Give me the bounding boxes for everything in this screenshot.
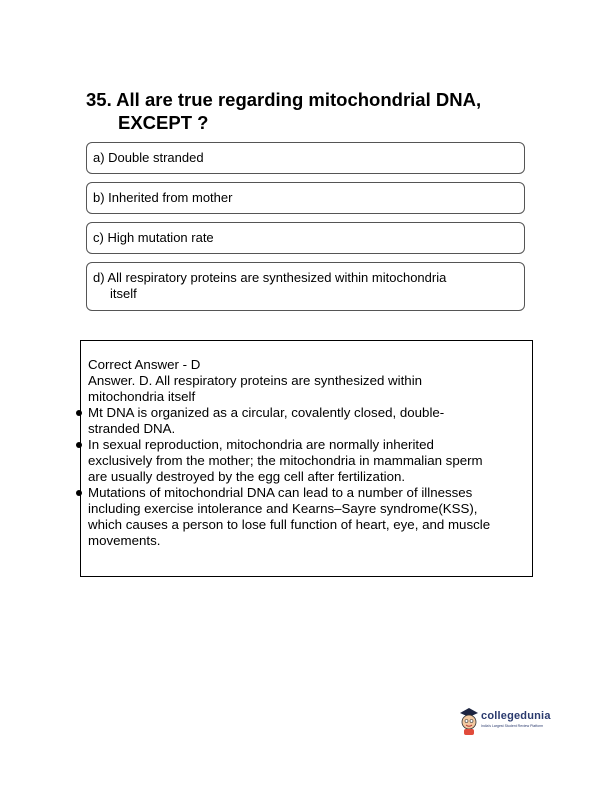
collegedunia-logo xyxy=(458,706,558,738)
option-d[interactable] xyxy=(86,262,525,311)
option-a[interactable] xyxy=(86,142,525,174)
bullet1-line2: stranded DNA. xyxy=(88,421,176,436)
bullet3-line2: including exercise intolerance and Kearns–Sayre syndrome(KSS), xyxy=(88,501,478,516)
bullet-icon xyxy=(76,490,82,496)
option-c-label: c) High mutation rate xyxy=(93,230,214,245)
logo-tagline: India's Largest Student Review Platform xyxy=(481,724,544,728)
bullet-item-3 xyxy=(88,485,526,549)
bullet-item-1 xyxy=(88,405,526,437)
question-title-line2: EXCEPT ? xyxy=(118,112,209,133)
correct-answer: Correct Answer - D xyxy=(88,357,201,372)
explanation-line2: mitochondria itself xyxy=(88,389,196,404)
option-d-label-line1: d) All respiratory proteins are synthesized within mitochondria xyxy=(93,270,447,285)
explanation-line1: Answer. D. All respiratory proteins are synthesized within xyxy=(88,373,423,388)
logo-wordmark: collegedunia xyxy=(481,710,551,722)
question-title-line1: 35. All are true regarding mitochondrial DNA, xyxy=(86,89,482,110)
bullet2-line2: exclusively from the mother; the mitochondria in mammalian sperm xyxy=(88,453,483,468)
mascot-icon xyxy=(458,706,480,736)
option-a-label: a) Double stranded xyxy=(93,150,204,165)
option-b[interactable] xyxy=(86,182,525,214)
question-title xyxy=(86,88,546,134)
bullet2-line1: In sexual reproduction, mitochondria are normally inherited xyxy=(88,437,434,452)
bullet-icon xyxy=(76,442,82,448)
option-d-label-line2: itself xyxy=(110,286,137,301)
bullet-icon xyxy=(76,410,82,416)
bullet-item-2 xyxy=(88,437,526,485)
answer-box xyxy=(80,340,533,577)
bullet3-line1: Mutations of mitochondrial DNA can lead to a number of illnesses xyxy=(88,485,473,500)
bullet2-line3: are usually destroyed by the egg cell after fertilization. xyxy=(88,469,406,484)
option-b-label: b) Inherited from mother xyxy=(93,190,233,205)
bullet1-line1: Mt DNA is organized as a circular, covalently closed, double- xyxy=(88,405,445,420)
bullet3-line4: movements. xyxy=(88,533,161,548)
bullet3-line3: which causes a person to lose full function of heart, eye, and muscle xyxy=(88,517,491,532)
option-c[interactable] xyxy=(86,222,525,254)
